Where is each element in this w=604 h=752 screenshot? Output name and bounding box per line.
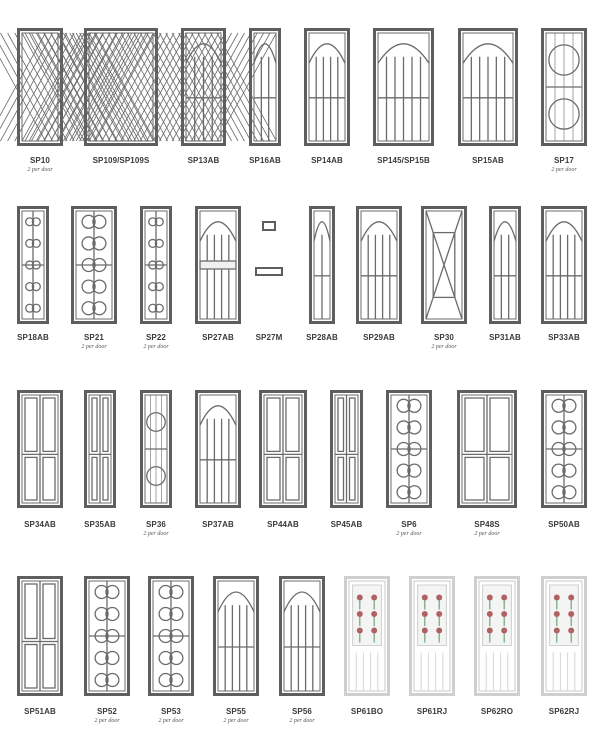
flower (554, 595, 560, 601)
panel (25, 398, 37, 451)
flower (501, 611, 507, 617)
frame-inner (200, 395, 236, 503)
door-illustration (17, 28, 63, 146)
door-sp10 (17, 28, 63, 146)
door-code-label: SP29AB (363, 333, 395, 342)
door-illustration (304, 28, 350, 146)
flower (357, 628, 363, 634)
flower (487, 628, 493, 634)
arch (218, 592, 254, 612)
panel (267, 398, 280, 451)
door-code-label: SP55 (226, 707, 246, 716)
door-code-label: SP52 (97, 707, 117, 716)
door-note: 2 per door (396, 531, 422, 537)
door-illustration (213, 576, 259, 696)
door-illustration (71, 206, 117, 324)
door-code-label: SP37AB (202, 520, 234, 529)
door-sp18ab (17, 206, 49, 324)
door-code-label: SP15AB (472, 156, 504, 165)
door-illustration (541, 390, 587, 508)
door-code-label: SP33AB (548, 333, 580, 342)
panel (338, 457, 344, 500)
frame-inner (546, 211, 582, 319)
flower (436, 628, 442, 634)
door-code-label: SP56 (292, 707, 312, 716)
flower (554, 611, 560, 617)
door-note: 2 per door (474, 531, 500, 537)
door-code-label: SP61BO (350, 707, 384, 716)
door-illustration (84, 28, 158, 146)
door-code-label: SP16AB (249, 156, 281, 165)
flower (436, 595, 442, 601)
door-sp50ab (541, 390, 587, 508)
door-illustration (541, 206, 587, 324)
door-sp51ab (17, 576, 63, 696)
door-code-label: SP13AB (187, 156, 220, 165)
panel (43, 645, 55, 689)
door-illustration (489, 206, 521, 324)
door-illustration (17, 576, 63, 696)
flower (554, 628, 560, 634)
panel (350, 457, 356, 500)
door-sp56 (279, 576, 325, 696)
mid-rail (200, 261, 236, 269)
door-code-label: SP14AB (311, 156, 343, 165)
door-sp17 (541, 28, 587, 146)
panel (490, 457, 509, 500)
door-sp27m (254, 220, 284, 280)
frame-inner (89, 33, 153, 141)
panel (92, 457, 97, 500)
door-sp16ab (249, 28, 281, 146)
door-sp27ab (195, 206, 241, 324)
door-code-label: SP109/SP109S (92, 156, 150, 165)
door-illustration (17, 206, 49, 324)
frame-inner (284, 581, 320, 691)
door-illustration (330, 390, 363, 508)
door-illustration (279, 576, 325, 696)
door-sp22 (140, 206, 172, 324)
door-sp35ab (84, 390, 116, 508)
door-illustration (140, 390, 172, 508)
arch (309, 44, 345, 63)
door-illustration (259, 390, 307, 508)
arch (494, 222, 516, 241)
door-code-label: SP62RO (480, 707, 514, 716)
frame-inner (218, 581, 254, 691)
door-code-label: SP31AB (489, 333, 521, 342)
door-note: 2 per door (94, 718, 120, 724)
door-sp55 (213, 576, 259, 696)
door-code-label: SP145/SP15B (377, 156, 430, 165)
door-code-label: SP21 (84, 333, 104, 342)
door-sp30 (421, 206, 467, 324)
door-sp109-sp109s (84, 28, 158, 146)
door-code-label: SP34AB (24, 520, 56, 529)
door-code-label: SP27AB (202, 333, 234, 342)
panel (286, 457, 299, 500)
door-code-label: SP22 (146, 333, 166, 342)
door-illustration (84, 390, 116, 508)
door-illustration (373, 28, 434, 146)
door-sp37ab (195, 390, 241, 508)
door-note: 2 per door (223, 718, 249, 724)
door-illustration (421, 206, 467, 324)
door-sp53 (148, 576, 194, 696)
frame (256, 268, 282, 275)
door-sp145-sp15b (373, 28, 434, 146)
panel (25, 584, 37, 639)
door-illustration (541, 28, 587, 146)
panel (490, 398, 509, 451)
door-code-label: SP48S (474, 520, 500, 529)
door-illustration (309, 206, 335, 324)
door-sp21 (71, 206, 117, 324)
door-code-label: SP50AB (548, 520, 580, 529)
frame-inner (309, 33, 345, 141)
door-illustration (148, 576, 194, 696)
door-illustration (254, 220, 284, 280)
door-note: 2 per door (81, 344, 107, 350)
flower (422, 611, 428, 617)
panel (103, 398, 108, 451)
door-note: 2 per door (158, 718, 184, 724)
panel (338, 398, 344, 451)
door-sp13ab (181, 28, 226, 146)
frame (491, 208, 520, 323)
door-sp34ab (17, 390, 63, 508)
frame-inner (361, 211, 397, 319)
door-sp52 (84, 576, 130, 696)
frame (251, 30, 280, 145)
frame (281, 578, 324, 695)
flower (371, 611, 377, 617)
flower (568, 595, 574, 601)
door-code-label: SP35AB (84, 520, 116, 529)
door-code-label: SP44AB (267, 520, 299, 529)
glass (550, 585, 579, 646)
frame (306, 30, 349, 145)
frame (215, 578, 258, 695)
door-sp62rj (541, 576, 587, 696)
flower (357, 611, 363, 617)
door-illustration (181, 28, 226, 146)
arch (546, 222, 582, 241)
frame (197, 392, 240, 507)
flower (371, 595, 377, 601)
door-note: 2 per door (27, 167, 53, 173)
panel (267, 457, 280, 500)
door-sp45ab (330, 390, 363, 508)
panel (43, 457, 55, 500)
door-sp44ab (259, 390, 307, 508)
door-sp6 (386, 390, 432, 508)
flower (422, 595, 428, 601)
door-code-label: SP28AB (306, 333, 338, 342)
frame (543, 208, 586, 323)
frame-inner (494, 211, 516, 319)
flower (487, 611, 493, 617)
panel (43, 584, 55, 639)
door-sp33ab (541, 206, 587, 324)
door-illustration (84, 576, 130, 696)
door-illustration (409, 576, 455, 696)
panel (286, 398, 299, 451)
panel (103, 457, 108, 500)
door-illustration (386, 390, 432, 508)
arch (361, 222, 397, 241)
panel (350, 398, 356, 451)
door-sp28ab (309, 206, 335, 324)
door-illustration (140, 206, 172, 324)
door-sp31ab (489, 206, 521, 324)
door-sp36 (140, 390, 172, 508)
door-code-label: SP51AB (24, 707, 56, 716)
door-sp14ab (304, 28, 350, 146)
door-code-label: SP30 (434, 333, 454, 342)
door-sp29ab (356, 206, 402, 324)
door-illustration (195, 390, 241, 508)
door-code-label: SP18AB (17, 333, 49, 342)
door-sp61rj (409, 576, 455, 696)
panel (465, 398, 484, 451)
door-code-label: SP53 (161, 707, 181, 716)
door-sp62ro (474, 576, 520, 696)
door-code-label: SP61RJ (416, 707, 448, 716)
arch (284, 592, 320, 612)
panel (25, 645, 37, 689)
panel (465, 457, 484, 500)
door-note: 2 per door (143, 531, 169, 537)
door-note: 2 per door (431, 344, 457, 350)
door-note: 2 per door (143, 344, 169, 350)
door-code-label: SP27M (255, 333, 283, 342)
door-code-label: SP10 (30, 156, 50, 165)
glass (418, 585, 447, 646)
door-code-label: SP6 (401, 520, 417, 529)
arch (200, 406, 236, 425)
frame-inner (254, 33, 276, 141)
flower (501, 595, 507, 601)
door-sp61bo (344, 576, 390, 696)
door-code-label: SP62RJ (548, 707, 580, 716)
door-illustration (249, 28, 281, 146)
flower (501, 628, 507, 634)
glass (353, 585, 382, 646)
flower (568, 611, 574, 617)
frame (263, 222, 275, 230)
flower (371, 628, 377, 634)
door-code-label: SP17 (554, 156, 574, 165)
door-illustration (541, 576, 587, 696)
arch (200, 222, 236, 241)
panel (43, 398, 55, 451)
door-illustration (195, 206, 241, 324)
flower (568, 628, 574, 634)
clip (89, 33, 153, 141)
door-note: 2 per door (289, 718, 315, 724)
door-sp15ab (458, 28, 518, 146)
arch (254, 44, 276, 63)
panel (25, 457, 37, 500)
door-illustration (474, 576, 520, 696)
door-sp48s (457, 390, 517, 508)
flower (422, 628, 428, 634)
door-illustration (458, 28, 518, 146)
flower (487, 595, 493, 601)
door-illustration (356, 206, 402, 324)
frame (358, 208, 401, 323)
flower (357, 595, 363, 601)
door-code-label: SP36 (146, 520, 166, 529)
door-illustration (457, 390, 517, 508)
panel (92, 398, 97, 451)
flower (436, 611, 442, 617)
glass (483, 585, 512, 646)
door-code-label: SP45AB (330, 520, 363, 529)
door-illustration (17, 390, 63, 508)
door-note: 2 per door (551, 167, 577, 173)
door-illustration (344, 576, 390, 696)
